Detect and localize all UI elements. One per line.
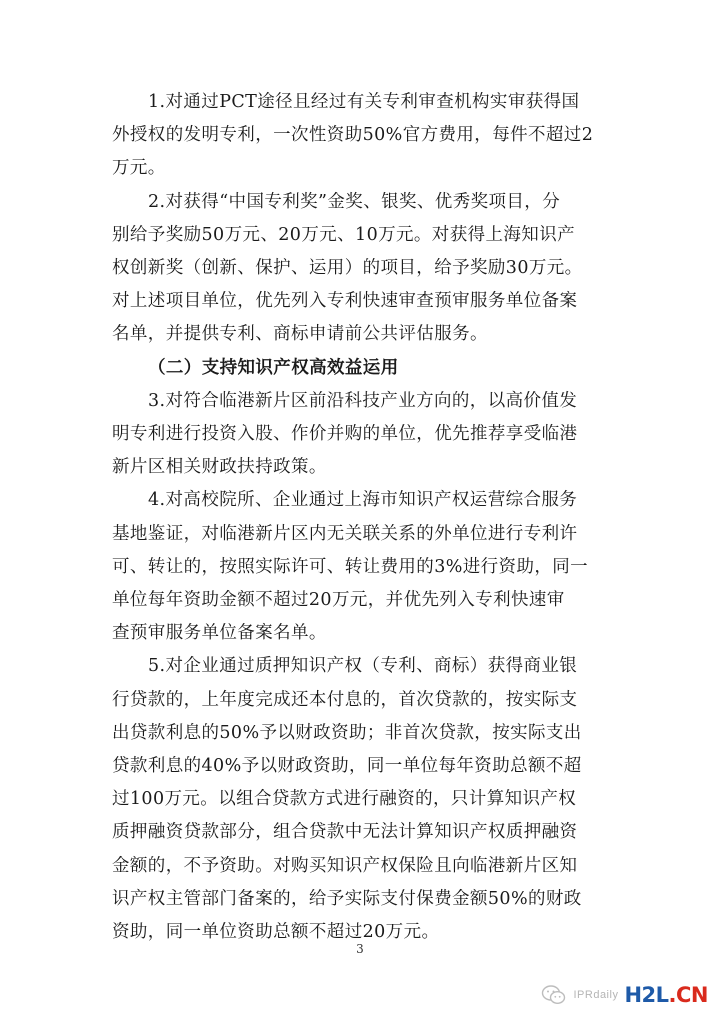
paragraph-line: 3.对符合临港新片区前沿科技产业方向的，以高价值发 [148, 390, 578, 411]
paragraph-line: 过100万元。以组合贷款方式进行融资的，只计算知识产权 [112, 789, 577, 810]
watermark [541, 982, 708, 1008]
paragraph-line: 资助，同一单位资助总额不超过20万元。 [112, 922, 440, 943]
document-body [112, 86, 635, 949]
paragraph-line: 外授权的发明专利，一次性资助50%官方费用，每件不超过2 [112, 125, 594, 146]
paragraph-line: 查预审服务单位备案名单。 [112, 623, 327, 644]
paragraph-line: 权创新奖（创新、保护、运用）的项目，给予奖励30万元。 [112, 258, 583, 279]
paragraph-line: 识产权主管部门备案的，给予实际支付保费金额50%的财政 [112, 888, 582, 909]
paragraph-3 [112, 385, 635, 485]
paragraph-line: 可、转让的，按照实际许可、转让费用的3%进行资助，同一 [112, 556, 589, 577]
paragraph-2 [112, 186, 635, 352]
paragraph-line: 1.对通过PCT途径且经过有关专利审查机构实审获得国 [148, 92, 580, 112]
section-heading: （二）支持知识产权高效益运用 [148, 357, 399, 378]
paragraph-line: 质押融资贷款部分，组合贷款中无法计算知识产权质押融资 [112, 822, 578, 843]
paragraph-line: 基地鉴证，对临港新片区内无关联关系的外单位进行专利许 [112, 523, 578, 544]
paragraph-1 [112, 86, 635, 186]
logo-part-2: .CN [668, 983, 708, 1007]
paragraph-4 [112, 484, 635, 650]
wechat-icon [541, 984, 567, 1006]
paragraph-line: 金额的，不予资助。对购买知识产权保险且向临港新片区知 [112, 855, 578, 876]
paragraph-line: 别给予奖励50万元、20万元、10万元。对获得上海知识产 [112, 224, 576, 245]
paragraph-line: 明专利进行投资入股、作价并购的单位，优先推荐享受临港 [112, 424, 578, 445]
site-logo [624, 983, 708, 1007]
logo-part-1: H2L [624, 983, 669, 1007]
paragraph-line: 新片区相关财政扶持政策。 [112, 457, 327, 478]
paragraph-line: 4.对高校院所、企业通过上海市知识产权运营综合服务 [148, 490, 578, 511]
paragraph-line: 单位每年资助金额不超过20万元，并优先列入专利快速审 [112, 590, 565, 611]
paragraph-line: 贷款利息的40%予以财政资助，同一单位每年资助总额不超 [112, 756, 582, 777]
paragraph-line: 5.对企业通过质押知识产权（专利、商标）获得商业银 [148, 656, 578, 677]
page-number: 3 [356, 942, 364, 956]
paragraph-line: 行贷款的，上年度完成还本付息的，首次贷款的，按实际支 [112, 689, 578, 710]
paragraph-line: 出贷款利息的50%予以财政资助；非首次贷款，按实际支出 [112, 722, 582, 743]
watermark-text: IPRdaily [573, 989, 619, 1001]
paragraph-5 [112, 650, 635, 949]
paragraph-line: 万元。 [112, 158, 166, 179]
paragraph-line: 对上述项目单位，优先列入专利快速审查预审服务单位备案 [112, 291, 578, 312]
paragraph-line: 2.对获得“中国专利奖”金奖、银奖、优秀奖项目，分 [148, 191, 561, 212]
paragraph-line: 名单，并提供专利、商标申请前公共评估服务。 [112, 324, 488, 345]
